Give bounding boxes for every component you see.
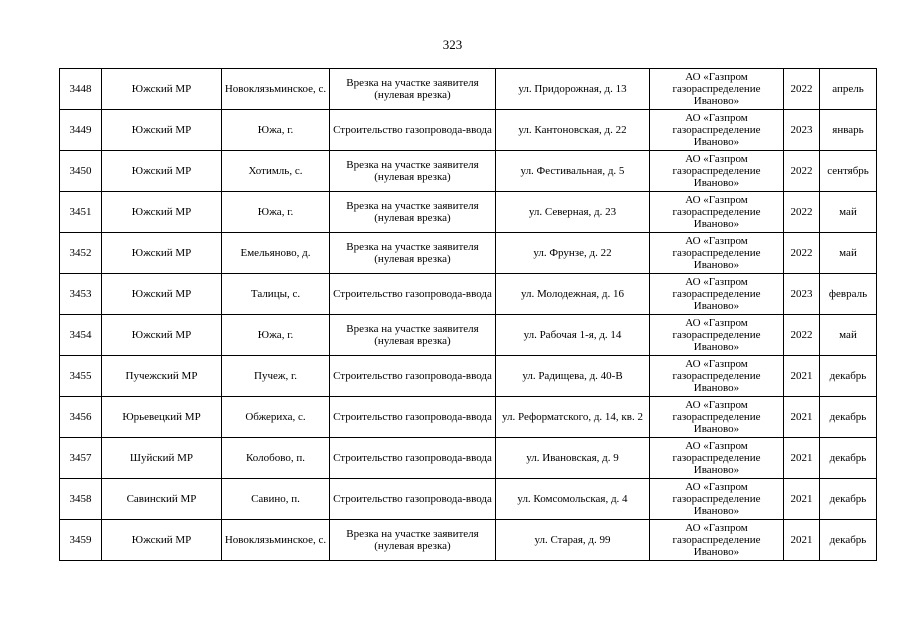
organization-cell: АО «Газпром газораспределение Иваново»	[650, 356, 784, 397]
settlement-cell: Новоклязьминское, с.	[222, 69, 330, 110]
year-cell: 2021	[784, 356, 820, 397]
month-cell: декабрь	[820, 356, 877, 397]
settlement-cell: Новоклязьминское, с.	[222, 520, 330, 561]
month-cell: февраль	[820, 274, 877, 315]
row-number-cell: 3456	[60, 397, 102, 438]
month-cell: сентябрь	[820, 151, 877, 192]
month-cell: май	[820, 233, 877, 274]
row-number-cell: 3452	[60, 233, 102, 274]
table-row	[60, 151, 877, 192]
year-cell: 2022	[784, 233, 820, 274]
table-row	[60, 438, 877, 479]
address-cell: ул. Придорожная, д. 13	[496, 69, 650, 110]
year-cell: 2022	[784, 69, 820, 110]
address-cell: ул. Радищева, д. 40-В	[496, 356, 650, 397]
work-type-cell: Строительство газопровода-ввода	[330, 274, 496, 315]
district-cell: Южский МР	[102, 233, 222, 274]
settlement-cell: Талицы, с.	[222, 274, 330, 315]
row-number-cell: 3453	[60, 274, 102, 315]
table-row	[60, 479, 877, 520]
settlement-cell: Савино, п.	[222, 479, 330, 520]
year-cell: 2021	[784, 438, 820, 479]
work-type-cell: Врезка на участке заявителя (нулевая врезка)	[330, 69, 496, 110]
address-cell: ул. Фрунзе, д. 22	[496, 233, 650, 274]
row-number-cell: 3450	[60, 151, 102, 192]
district-cell: Пучежский МР	[102, 356, 222, 397]
settlement-cell: Емельяново, д.	[222, 233, 330, 274]
year-cell: 2023	[784, 110, 820, 151]
row-number-cell: 3458	[60, 479, 102, 520]
table-row	[60, 110, 877, 151]
row-number-cell: 3451	[60, 192, 102, 233]
settlement-cell: Южа, г.	[222, 110, 330, 151]
work-type-cell: Строительство газопровода-ввода	[330, 356, 496, 397]
month-cell: апрель	[820, 69, 877, 110]
address-cell: ул. Северная, д. 23	[496, 192, 650, 233]
work-type-cell: Строительство газопровода-ввода	[330, 110, 496, 151]
month-cell: январь	[820, 110, 877, 151]
district-cell: Южский МР	[102, 315, 222, 356]
table-body	[60, 69, 877, 561]
district-cell: Савинский МР	[102, 479, 222, 520]
district-cell: Южский МР	[102, 192, 222, 233]
district-cell: Южский МР	[102, 69, 222, 110]
settlement-cell: Обжериха, с.	[222, 397, 330, 438]
district-cell: Южский МР	[102, 151, 222, 192]
table-row	[60, 356, 877, 397]
year-cell: 2021	[784, 397, 820, 438]
year-cell: 2021	[784, 479, 820, 520]
row-number-cell: 3454	[60, 315, 102, 356]
work-type-cell: Врезка на участке заявителя (нулевая врезка)	[330, 520, 496, 561]
work-type-cell: Врезка на участке заявителя (нулевая врезка)	[330, 192, 496, 233]
page-number: 323	[442, 37, 463, 52]
address-cell: ул. Старая, д. 99	[496, 520, 650, 561]
work-type-cell: Врезка на участке заявителя (нулевая врезка)	[330, 233, 496, 274]
year-cell: 2022	[784, 315, 820, 356]
table-row	[60, 520, 877, 561]
district-cell: Южский МР	[102, 110, 222, 151]
work-type-cell: Строительство газопровода-ввода	[330, 479, 496, 520]
row-number-cell: 3448	[60, 69, 102, 110]
organization-cell: АО «Газпром газораспределение Иваново»	[650, 233, 784, 274]
district-cell: Шуйский МР	[102, 438, 222, 479]
row-number-cell: 3459	[60, 520, 102, 561]
settlement-cell: Хотимль, с.	[222, 151, 330, 192]
year-cell: 2022	[784, 192, 820, 233]
month-cell: май	[820, 315, 877, 356]
work-type-cell: Врезка на участке заявителя (нулевая врезка)	[330, 315, 496, 356]
month-cell: май	[820, 192, 877, 233]
organization-cell: АО «Газпром газораспределение Иваново»	[650, 69, 784, 110]
organization-cell: АО «Газпром газораспределение Иваново»	[650, 520, 784, 561]
table-row	[60, 69, 877, 110]
district-cell: Южский МР	[102, 274, 222, 315]
address-cell: ул. Фестивальная, д. 5	[496, 151, 650, 192]
row-number-cell: 3449	[60, 110, 102, 151]
work-type-cell: Врезка на участке заявителя (нулевая врезка)	[330, 151, 496, 192]
district-cell: Юрьевецкий МР	[102, 397, 222, 438]
month-cell: декабрь	[820, 479, 877, 520]
address-cell: ул. Комсомольская, д. 4	[496, 479, 650, 520]
organization-cell: АО «Газпром газораспределение Иваново»	[650, 110, 784, 151]
year-cell: 2023	[784, 274, 820, 315]
district-cell: Южский МР	[102, 520, 222, 561]
settlement-cell: Пучеж, г.	[222, 356, 330, 397]
organization-cell: АО «Газпром газораспределение Иваново»	[650, 192, 784, 233]
year-cell: 2022	[784, 151, 820, 192]
settlement-cell: Южа, г.	[222, 192, 330, 233]
month-cell: декабрь	[820, 397, 877, 438]
address-cell: ул. Реформатского, д. 14, кв. 2	[496, 397, 650, 438]
settlement-cell: Колобово, п.	[222, 438, 330, 479]
row-number-cell: 3457	[60, 438, 102, 479]
month-cell: декабрь	[820, 520, 877, 561]
organization-cell: АО «Газпром газораспределение Иваново»	[650, 397, 784, 438]
work-type-cell: Строительство газопровода-ввода	[330, 438, 496, 479]
table-row	[60, 233, 877, 274]
month-cell: декабрь	[820, 438, 877, 479]
table-row	[60, 274, 877, 315]
settlement-cell: Южа, г.	[222, 315, 330, 356]
organization-cell: АО «Газпром газораспределение Иваново»	[650, 315, 784, 356]
work-type-cell: Строительство газопровода-ввода	[330, 397, 496, 438]
table-row	[60, 192, 877, 233]
address-cell: ул. Молодежная, д. 16	[496, 274, 650, 315]
year-cell: 2021	[784, 520, 820, 561]
table-row	[60, 315, 877, 356]
address-cell: ул. Ивановская, д. 9	[496, 438, 650, 479]
organization-cell: АО «Газпром газораспределение Иваново»	[650, 479, 784, 520]
row-number-cell: 3455	[60, 356, 102, 397]
organization-cell: АО «Газпром газораспределение Иваново»	[650, 274, 784, 315]
organization-cell: АО «Газпром газораспределение Иваново»	[650, 151, 784, 192]
organization-cell: АО «Газпром газораспределение Иваново»	[650, 438, 784, 479]
address-cell: ул. Рабочая 1-я, д. 14	[496, 315, 650, 356]
address-cell: ул. Кантоновская, д. 22	[496, 110, 650, 151]
gasification-table	[59, 68, 877, 561]
table-row	[60, 397, 877, 438]
